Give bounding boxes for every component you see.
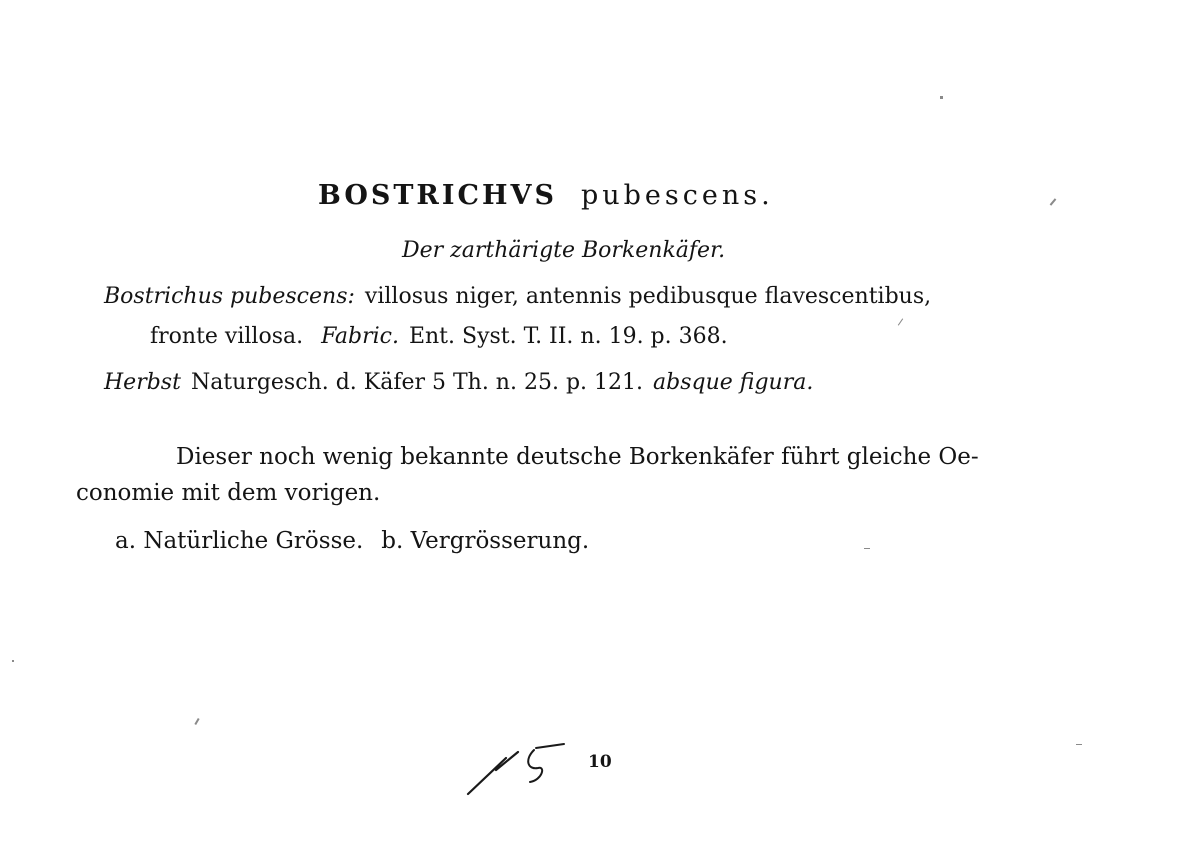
legend-natural-size: a. Natürliche Grösse. bbox=[115, 528, 364, 554]
legend-magnification: b. Vergrösserung. bbox=[381, 528, 590, 554]
page-number: 10 bbox=[588, 752, 612, 772]
synonym-name: Bostrichus pubescens: bbox=[104, 284, 355, 309]
common-name-subtitle: Der zarthärigte Borkenkäfer. bbox=[402, 238, 726, 263]
paper-speck bbox=[898, 318, 903, 325]
reference-note: absque figura. bbox=[653, 370, 814, 395]
paper-speck bbox=[940, 96, 943, 99]
figure-legend bbox=[115, 528, 589, 554]
reference-citation-herbst: Naturgesch. d. Käfer 5 Th. n. 25. p. 121. bbox=[190, 370, 644, 395]
reference-citation-fabricius: Ent. Syst. T. II. n. 19. p. 368. bbox=[408, 324, 728, 349]
synonymy-line-2 bbox=[104, 370, 813, 395]
paper-speck bbox=[12, 660, 14, 662]
handwritten-mark bbox=[460, 730, 590, 810]
synonymy-line-1b bbox=[150, 324, 728, 349]
body-text-line-2: conomie mit dem vorigen. bbox=[76, 480, 381, 506]
paper-speck bbox=[864, 548, 870, 549]
paper-speck bbox=[194, 718, 199, 725]
synonymy-line-1 bbox=[104, 284, 931, 309]
genus-name: BOSTRICHVS bbox=[318, 180, 557, 211]
synonym-description: villosus niger, antennis pedibusque flavescentibus, bbox=[364, 284, 932, 309]
synonym-description-continued: fronte villosa. bbox=[150, 324, 304, 349]
paper-speck bbox=[1050, 198, 1057, 205]
body-text-line-1: Dieser noch wenig bekannte deutsche Borkenkäfer führt gleiche Oe- bbox=[176, 444, 979, 470]
species-name: pubescens. bbox=[580, 180, 774, 211]
species-title bbox=[318, 180, 774, 211]
paper-speck bbox=[1076, 744, 1082, 745]
reference-author-herbst: Herbst bbox=[104, 370, 181, 395]
reference-author-fabricius: Fabric. bbox=[321, 324, 399, 349]
